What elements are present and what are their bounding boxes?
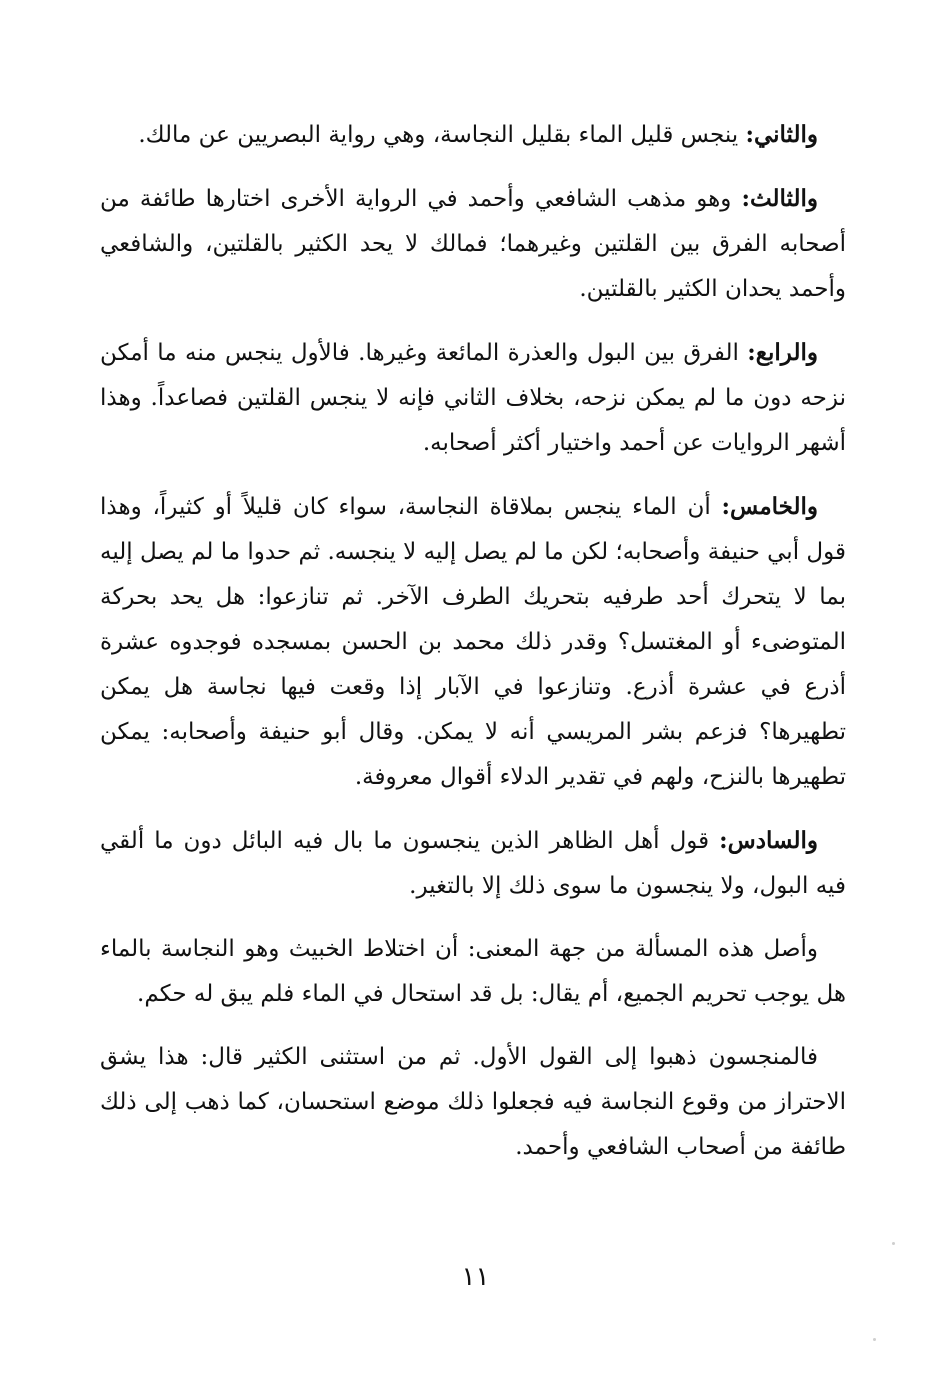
paragraph-sixth-opinion [100,818,846,909]
paragraph-lead: والسادس: [719,827,818,854]
paragraph-text: وهو مذهب الشافعي وأحمد في الرواية الأخرى اختارها طائفة من أصحابه الفرق بين القلتين وغيرهما؛ فمالك لا يحد الكثير بالقلتين، والشافعي وأحمد يحدان الكثير بالقلتين. [100,186,846,302]
paragraph-lead: والخامس: [721,493,818,520]
scan-speck [873,1338,876,1341]
paragraph-text: ينجس قليل الماء بقليل النجاسة، وهي رواية البصريين عن مالك. [138,122,746,148]
paragraph-lead: والثاني: [745,121,818,148]
paragraph-lead: والثالث: [741,185,818,212]
paragraph-fifth-opinion [100,484,846,800]
paragraph-conclusion [100,1035,846,1170]
body-text [100,112,846,1188]
paragraph-fourth-opinion [100,330,846,466]
paragraph-lead: والرابع: [747,339,818,366]
scan-speck [892,1242,895,1245]
paragraph-text: قول أهل الظاهر الذين ينجسون ما بال فيه البائل دون ما ألقي فيه البول، ولا ينجسون ما سوى ذلك إلا بالتغير. [100,828,846,899]
paragraph-text: الفرق بين البول والعذرة المائعة وغيرها. فالأول ينجس منه ما أمكن نزحه دون ما لم يمكن نزحه، بخلاف الثاني فإنه لا ينجس القلتين فصاعداً. وهذا أشهر الروايات عن أحمد واختيار أكثر أصحابه. [100,340,846,456]
paragraph-third-opinion [100,176,846,312]
paragraph-second-opinion [100,112,846,158]
page-number: ١١ [461,1262,490,1292]
paragraph-text: أن الماء ينجس بملاقاة النجاسة، سواء كان قليلاً أو كثيراً، وهذا قول أبي حنيفة وأصحابه؛ لكن ما لم يصل إليه لا ينجسه. ثم حدوا ما لم يصل إليه بما لا يتحرك أحد طرفيه بتحريك الطرف الآخر. ثم تنازعوا: هل يحد بحركة المتوضىء أو المغتسل؟ وقدر ذلك محمد بن الحسن بمسجده فوجدوه عشرة أذرع في عشرة أذرع. وتنازعوا في الآبار إذا وقعت فيها نجاسة هل يمكن تطهيرها؟ فزعم بشر المريسي أنه لا يمكن. وقال أبو حنيفة وأصحابه: يمكن تطهيرها بالنزح، ولهم في تقدير الدلاء أقوال معروفة. [100,494,846,790]
paragraph-text: وأصل هذه المسألة من جهة المعنى: أن اختلاط الخبيث وهو النجاسة بالماء هل يوجب تحريم الجميع، أم يقال: بل قد استحال في الماء فلم يبق له حكم. [100,936,846,1007]
paragraph-origin-of-issue [100,927,846,1017]
paragraph-text: فالمنجسون ذهبوا إلى القول الأول. ثم من استثنى الكثير قال: هذا يشق الاحتراز من وقوع النجاسة فيه فجعلوا ذلك موضع استحسان، كما ذهب إلى ذلك طائفة من أصحاب الشافعي وأحمد. [100,1044,846,1160]
